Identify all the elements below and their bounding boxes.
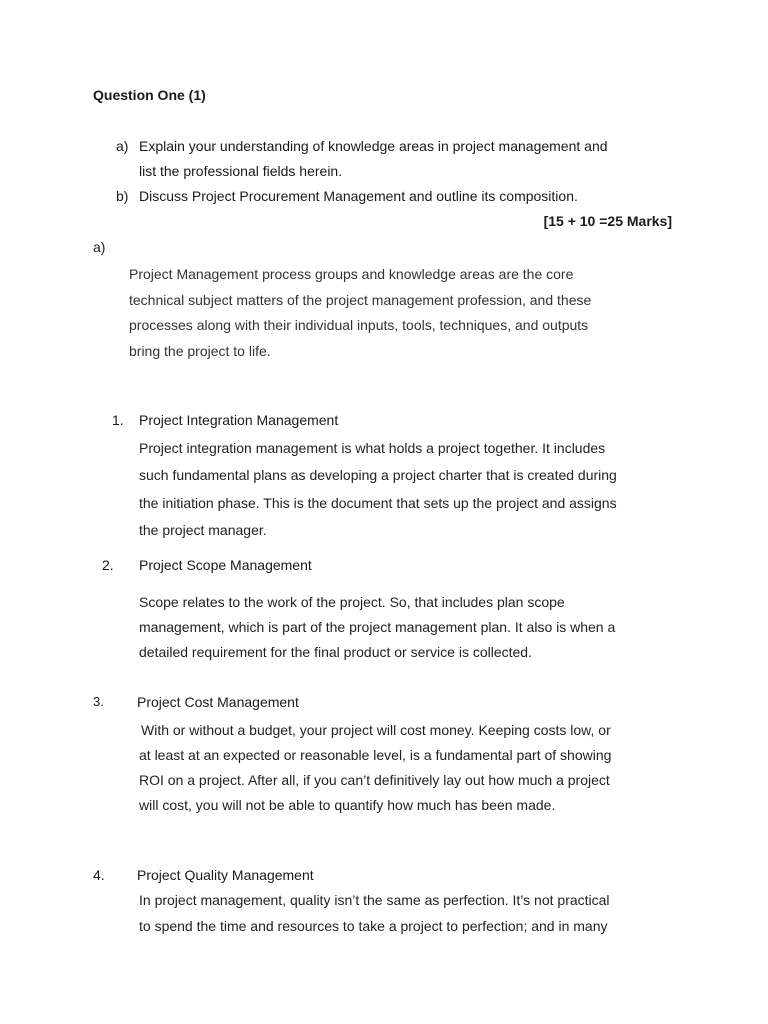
item-number: 2. [102, 557, 114, 573]
intro-line: bring the project to life. [129, 343, 271, 359]
item-number: 4. [93, 867, 105, 883]
item-number: 3. [93, 694, 104, 709]
question-part-label: a) [116, 138, 129, 154]
item-line: With or without a budget, your project will cost money. Keeping costs low, or [141, 722, 611, 738]
question-part-line: Discuss Project Procurement Management and outline its composition. [139, 188, 578, 204]
question-title: Question One (1) [93, 87, 206, 103]
item-line: Scope relates to the work of the project. So, that includes plan scope [139, 594, 565, 610]
question-part-line: Explain your understanding of knowledge areas in project management and [139, 138, 608, 154]
item-line: such fundamental plans as developing a project charter that is created during [139, 467, 617, 483]
item-title: Project Scope Management [139, 557, 312, 573]
question-part-line: list the professional fields herein. [139, 163, 343, 179]
item-title: Project Cost Management [137, 694, 299, 710]
marks-allocation: [15 + 10 =25 Marks] [543, 213, 672, 229]
answer-label: a) [93, 239, 106, 255]
item-line: In project management, quality isn’t the same as perfection. It’s not practical [139, 892, 610, 908]
item-line: detailed requirement for the final product or service is collected. [139, 644, 532, 660]
item-line: the initiation phase. This is the document that sets up the project and assigns [139, 495, 617, 511]
item-line: ROI on a project. After all, if you can’t definitively lay out how much a project [139, 772, 610, 788]
question-part-label: b) [116, 188, 129, 204]
item-line: at least at an expected or reasonable level, is a fundamental part of showing [139, 747, 612, 763]
item-title: Project Integration Management [139, 412, 339, 428]
intro-line: processes along with their individual inputs, tools, techniques, and outputs [129, 317, 589, 333]
item-line: management, which is part of the project management plan. It also is when a [139, 619, 616, 635]
item-line: the project manager. [139, 522, 267, 538]
item-line: Project integration management is what holds a project together. It includes [139, 440, 606, 456]
item-number: 1. [112, 412, 124, 428]
item-title: Project Quality Management [137, 867, 314, 883]
item-line: will cost, you will not be able to quantify how much has been made. [139, 797, 556, 813]
intro-line: technical subject matters of the project management profession, and these [129, 292, 592, 308]
intro-line: Project Management process groups and knowledge areas are the core [129, 266, 574, 282]
item-line: to spend the time and resources to take a project to perfection; and in many [139, 918, 608, 934]
